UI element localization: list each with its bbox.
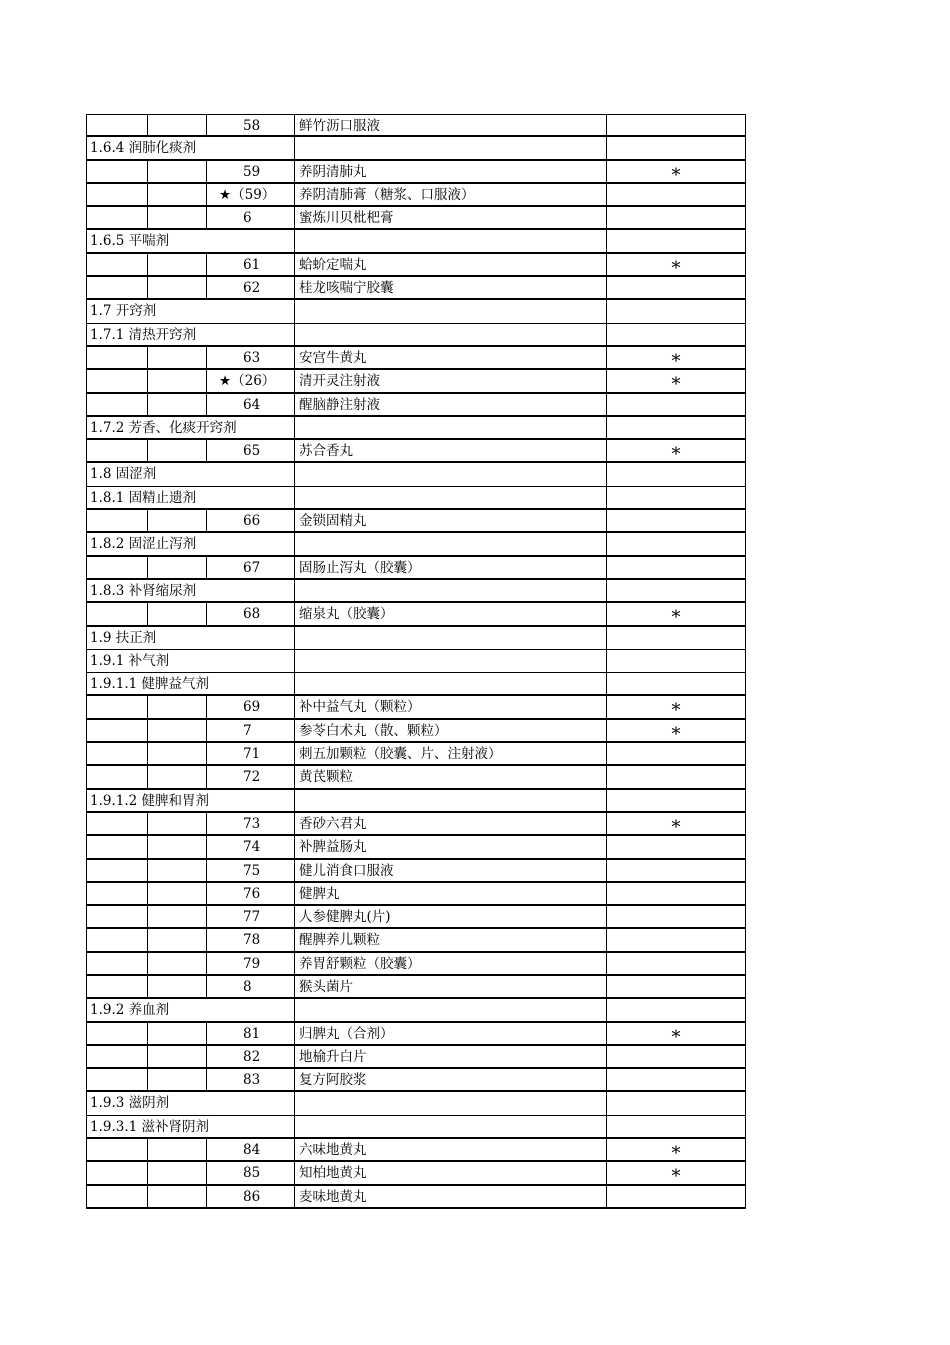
drug-name: 补中益气丸（颗粒） xyxy=(295,696,607,717)
category-label: 1.9.3 滋阴剂 xyxy=(86,1092,295,1114)
empty-cell xyxy=(148,1186,207,1207)
empty-cell xyxy=(148,161,207,182)
table-row xyxy=(86,883,746,906)
item-number: ★（59） xyxy=(207,184,295,205)
empty-cell xyxy=(86,277,148,298)
empty-cell xyxy=(86,929,148,950)
table-row xyxy=(86,860,746,883)
mark-cell xyxy=(607,580,746,601)
empty-cell xyxy=(86,115,148,135)
essential-mark xyxy=(607,836,746,857)
drug-name: 金锁固精丸 xyxy=(295,510,607,531)
empty-cell xyxy=(86,161,148,182)
category-row xyxy=(86,230,746,253)
drug-name-cell xyxy=(295,673,607,694)
category-row xyxy=(86,1116,746,1139)
mark-cell xyxy=(607,650,746,672)
empty-cell xyxy=(86,953,148,974)
drug-name: 养胃舒颗粒（胶囊） xyxy=(295,953,607,974)
empty-cell xyxy=(86,1139,148,1160)
item-number: ★（26） xyxy=(207,370,295,391)
item-number: 81 xyxy=(207,1023,295,1044)
table-row xyxy=(86,1069,746,1092)
empty-cell xyxy=(86,603,148,624)
empty-cell xyxy=(148,347,207,368)
essential-mark: * xyxy=(607,1023,746,1044)
table-row xyxy=(86,976,746,999)
mark-cell xyxy=(607,324,746,345)
table-row xyxy=(86,277,746,300)
empty-cell xyxy=(148,603,207,624)
category-row xyxy=(86,137,746,160)
category-label: 1.9.1 补气剂 xyxy=(86,650,295,672)
empty-cell xyxy=(148,1162,207,1183)
category-label: 1.6.4 润肺化痰剂 xyxy=(86,137,295,158)
table-row xyxy=(86,1162,746,1188)
empty-cell xyxy=(86,720,148,741)
empty-cell xyxy=(86,696,148,717)
empty-cell xyxy=(148,277,207,298)
essential-mark: * xyxy=(607,696,746,717)
empty-cell xyxy=(148,976,207,997)
essential-mark xyxy=(607,929,746,950)
empty-cell xyxy=(86,440,148,461)
empty-cell xyxy=(86,743,148,764)
mark-cell xyxy=(607,137,746,158)
table-row xyxy=(86,557,746,580)
category-row xyxy=(86,1092,746,1115)
drug-name: 香砂六君丸 xyxy=(295,813,607,834)
drug-name: 刺五加颗粒（胶囊、片、注射液） xyxy=(295,743,607,764)
item-number: 72 xyxy=(207,766,295,787)
item-number: 84 xyxy=(207,1139,295,1160)
empty-cell xyxy=(86,906,148,927)
essential-mark xyxy=(607,184,746,205)
category-label: 1.8.1 固精止遗剂 xyxy=(86,487,295,508)
table-row xyxy=(86,394,746,417)
category-row xyxy=(86,487,746,510)
drug-name: 补脾益肠丸 xyxy=(295,836,607,857)
table-row xyxy=(86,743,746,766)
table-row xyxy=(86,953,746,976)
essential-mark xyxy=(607,115,746,135)
empty-cell xyxy=(148,115,207,135)
drug-name-cell xyxy=(295,790,607,811)
table-row xyxy=(86,161,746,184)
empty-cell xyxy=(86,370,148,391)
drug-name: 地榆升白片 xyxy=(295,1046,607,1067)
item-number: 58 xyxy=(207,115,295,135)
mark-cell xyxy=(607,1092,746,1114)
drug-name-cell xyxy=(295,580,607,601)
empty-cell xyxy=(148,953,207,974)
empty-cell xyxy=(86,766,148,787)
table-row xyxy=(86,696,746,722)
drug-name: 清开灵注射液 xyxy=(295,370,607,391)
item-number: 83 xyxy=(207,1069,295,1090)
essential-mark xyxy=(607,510,746,531)
drug-name: 归脾丸（合剂） xyxy=(295,1023,607,1044)
essential-mark xyxy=(607,953,746,974)
category-row xyxy=(86,463,746,486)
empty-cell xyxy=(86,557,148,578)
drug-name: 复方阿胶浆 xyxy=(295,1069,607,1090)
drug-name: 安宫牛黄丸 xyxy=(295,347,607,368)
table-row xyxy=(86,440,746,466)
empty-cell xyxy=(86,860,148,881)
drug-name: 缩泉丸（胶囊） xyxy=(295,603,607,624)
item-number: 86 xyxy=(207,1186,295,1207)
item-number: 66 xyxy=(207,510,295,531)
category-label: 1.8.2 固涩止泻剂 xyxy=(86,533,295,554)
table-row xyxy=(86,1046,746,1069)
drug-name: 知柏地黄丸 xyxy=(295,1162,607,1183)
drug-name: 人参健脾丸(片) xyxy=(295,906,607,927)
empty-cell xyxy=(86,1046,148,1067)
item-number: 71 xyxy=(207,743,295,764)
category-row xyxy=(86,533,746,556)
drug-name-cell xyxy=(295,324,607,345)
category-row xyxy=(86,627,746,650)
mark-cell xyxy=(607,417,746,438)
essential-mark: * xyxy=(607,603,746,624)
category-label: 1.9.1.2 健脾和胃剂 xyxy=(86,790,295,811)
item-number: 65 xyxy=(207,440,295,461)
drug-name-cell xyxy=(295,137,607,158)
category-row xyxy=(86,650,746,673)
drug-name: 蛤蚧定喘丸 xyxy=(295,254,607,275)
category-label: 1.7.2 芳香、化痰开窍剂 xyxy=(86,417,295,438)
table-row xyxy=(86,836,746,859)
table-row xyxy=(86,207,746,230)
mark-cell xyxy=(607,300,746,322)
item-number: 76 xyxy=(207,883,295,904)
category-row xyxy=(86,580,746,603)
drug-name: 参苓白术丸（散、颗粒） xyxy=(295,720,607,741)
table-row xyxy=(86,184,746,207)
essential-mark: * xyxy=(607,440,746,461)
item-number: 64 xyxy=(207,394,295,415)
item-number: 79 xyxy=(207,953,295,974)
empty-cell xyxy=(148,207,207,228)
empty-cell xyxy=(148,440,207,461)
drug-name-cell xyxy=(295,1116,607,1137)
essential-mark xyxy=(607,394,746,415)
empty-cell xyxy=(86,1023,148,1044)
table-row xyxy=(86,603,746,629)
empty-cell xyxy=(86,883,148,904)
mark-cell xyxy=(607,487,746,508)
mark-cell xyxy=(607,627,746,649)
item-number: 85 xyxy=(207,1162,295,1183)
drug-name: 蜜炼川贝枇杷膏 xyxy=(295,207,607,228)
table-row xyxy=(86,1186,746,1209)
essential-mark: * xyxy=(607,1139,746,1160)
essential-mark: * xyxy=(607,254,746,275)
empty-cell xyxy=(86,254,148,275)
empty-cell xyxy=(86,394,148,415)
empty-cell xyxy=(86,976,148,997)
empty-cell xyxy=(86,813,148,834)
mark-cell xyxy=(607,1116,746,1137)
empty-cell xyxy=(86,207,148,228)
drug-name: 健脾丸 xyxy=(295,883,607,904)
drug-name: 醒脑静注射液 xyxy=(295,394,607,415)
drug-name-cell xyxy=(295,417,607,438)
empty-cell xyxy=(86,184,148,205)
empty-cell xyxy=(148,184,207,205)
category-label: 1.7 开窍剂 xyxy=(86,300,295,322)
empty-cell xyxy=(86,1162,148,1183)
mark-cell xyxy=(607,790,746,811)
empty-cell xyxy=(86,1186,148,1207)
table-row xyxy=(86,510,746,533)
empty-cell xyxy=(148,254,207,275)
drug-name-cell xyxy=(295,533,607,554)
item-number: 68 xyxy=(207,603,295,624)
essential-mark: * xyxy=(607,1162,746,1183)
mark-cell xyxy=(607,533,746,554)
item-number: 59 xyxy=(207,161,295,182)
category-label: 1.9 扶正剂 xyxy=(86,627,295,649)
table-row xyxy=(86,1139,746,1165)
drug-name-cell xyxy=(295,487,607,508)
item-number: 62 xyxy=(207,277,295,298)
drug-name: 养阴清肺丸 xyxy=(295,161,607,182)
category-label: 1.8 固涩剂 xyxy=(86,463,295,485)
essential-mark xyxy=(607,1046,746,1067)
item-number: 77 xyxy=(207,906,295,927)
essential-mark xyxy=(607,207,746,228)
table-row xyxy=(86,720,746,743)
table-row xyxy=(86,929,746,952)
essential-mark xyxy=(607,976,746,997)
table-row xyxy=(86,347,746,370)
mark-cell xyxy=(607,230,746,251)
table-row xyxy=(86,114,746,137)
essential-mark xyxy=(607,277,746,298)
essential-mark xyxy=(607,906,746,927)
category-label: 1.8.3 补肾缩尿剂 xyxy=(86,580,295,601)
empty-cell xyxy=(148,813,207,834)
empty-cell xyxy=(148,929,207,950)
item-number: 63 xyxy=(207,347,295,368)
empty-cell xyxy=(148,720,207,741)
drug-name-cell xyxy=(295,230,607,251)
item-number: 74 xyxy=(207,836,295,857)
drug-name-cell xyxy=(295,463,607,485)
category-row xyxy=(86,790,746,813)
table-row xyxy=(86,766,746,789)
empty-cell xyxy=(86,347,148,368)
empty-cell xyxy=(86,510,148,531)
essential-mark xyxy=(607,883,746,904)
drug-name: 桂龙咳喘宁胶囊 xyxy=(295,277,607,298)
essential-mark: * xyxy=(607,370,746,391)
empty-cell xyxy=(148,836,207,857)
empty-cell xyxy=(148,883,207,904)
drug-name-cell xyxy=(295,627,607,649)
category-row xyxy=(86,300,746,323)
table-row xyxy=(86,254,746,277)
drug-name: 醒脾养儿颗粒 xyxy=(295,929,607,950)
category-row xyxy=(86,999,746,1022)
drug-name: 猴头菌片 xyxy=(295,976,607,997)
empty-cell xyxy=(148,696,207,717)
drug-name: 固肠止泻丸（胶囊） xyxy=(295,557,607,578)
mark-cell xyxy=(607,999,746,1020)
category-row xyxy=(86,324,746,347)
essential-mark: * xyxy=(607,813,746,834)
drug-name-cell xyxy=(295,300,607,322)
item-number: 61 xyxy=(207,254,295,275)
empty-cell xyxy=(86,1069,148,1090)
category-label: 1.9.3.1 滋补肾阴剂 xyxy=(86,1116,295,1137)
empty-cell xyxy=(148,1069,207,1090)
empty-cell xyxy=(148,860,207,881)
mark-cell xyxy=(607,673,746,694)
empty-cell xyxy=(148,1046,207,1067)
empty-cell xyxy=(148,370,207,391)
mark-cell xyxy=(607,463,746,485)
empty-cell xyxy=(148,510,207,531)
item-number: 69 xyxy=(207,696,295,717)
drug-name: 养阴清肺膏（糖浆、口服液） xyxy=(295,184,607,205)
drug-name-cell xyxy=(295,1092,607,1114)
category-label: 1.7.1 清热开窍剂 xyxy=(86,324,295,345)
essential-mark: * xyxy=(607,161,746,182)
item-number: 82 xyxy=(207,1046,295,1067)
table-row xyxy=(86,813,746,836)
empty-cell xyxy=(148,1139,207,1160)
essential-mark xyxy=(607,1186,746,1207)
drug-name: 麦味地黄丸 xyxy=(295,1186,607,1207)
drug-name: 鲜竹沥口服液 xyxy=(295,115,607,135)
empty-cell xyxy=(148,557,207,578)
essential-mark xyxy=(607,557,746,578)
category-label: 1.9.1.1 健脾益气剂 xyxy=(86,673,295,694)
category-label: 1.6.5 平喘剂 xyxy=(86,230,295,251)
empty-cell xyxy=(148,743,207,764)
drug-name: 健儿消食口服液 xyxy=(295,860,607,881)
category-row xyxy=(86,417,746,440)
drug-name: 六味地黄丸 xyxy=(295,1139,607,1160)
item-number: 6 xyxy=(207,207,295,228)
essential-mark xyxy=(607,1069,746,1090)
item-number: 67 xyxy=(207,557,295,578)
essential-mark xyxy=(607,743,746,764)
essential-mark xyxy=(607,766,746,787)
category-row xyxy=(86,673,746,696)
item-number: 73 xyxy=(207,813,295,834)
empty-cell xyxy=(86,836,148,857)
table-row xyxy=(86,906,746,929)
essential-mark xyxy=(607,860,746,881)
drug-name: 黄芪颗粒 xyxy=(295,766,607,787)
drug-name-cell xyxy=(295,999,607,1020)
item-number: 7 xyxy=(207,720,295,741)
table-row xyxy=(86,1023,746,1046)
empty-cell xyxy=(148,906,207,927)
item-number: 75 xyxy=(207,860,295,881)
essential-mark: * xyxy=(607,347,746,368)
item-number: 78 xyxy=(207,929,295,950)
category-label: 1.9.2 养血剂 xyxy=(86,999,295,1020)
empty-cell xyxy=(148,394,207,415)
empty-cell xyxy=(148,1023,207,1044)
table-row xyxy=(86,370,746,396)
drug-name: 苏合香丸 xyxy=(295,440,607,461)
item-number: 8 xyxy=(207,976,295,997)
drug-list-table xyxy=(86,114,746,1209)
essential-mark: * xyxy=(607,720,746,741)
empty-cell xyxy=(148,766,207,787)
drug-name-cell xyxy=(295,650,607,672)
